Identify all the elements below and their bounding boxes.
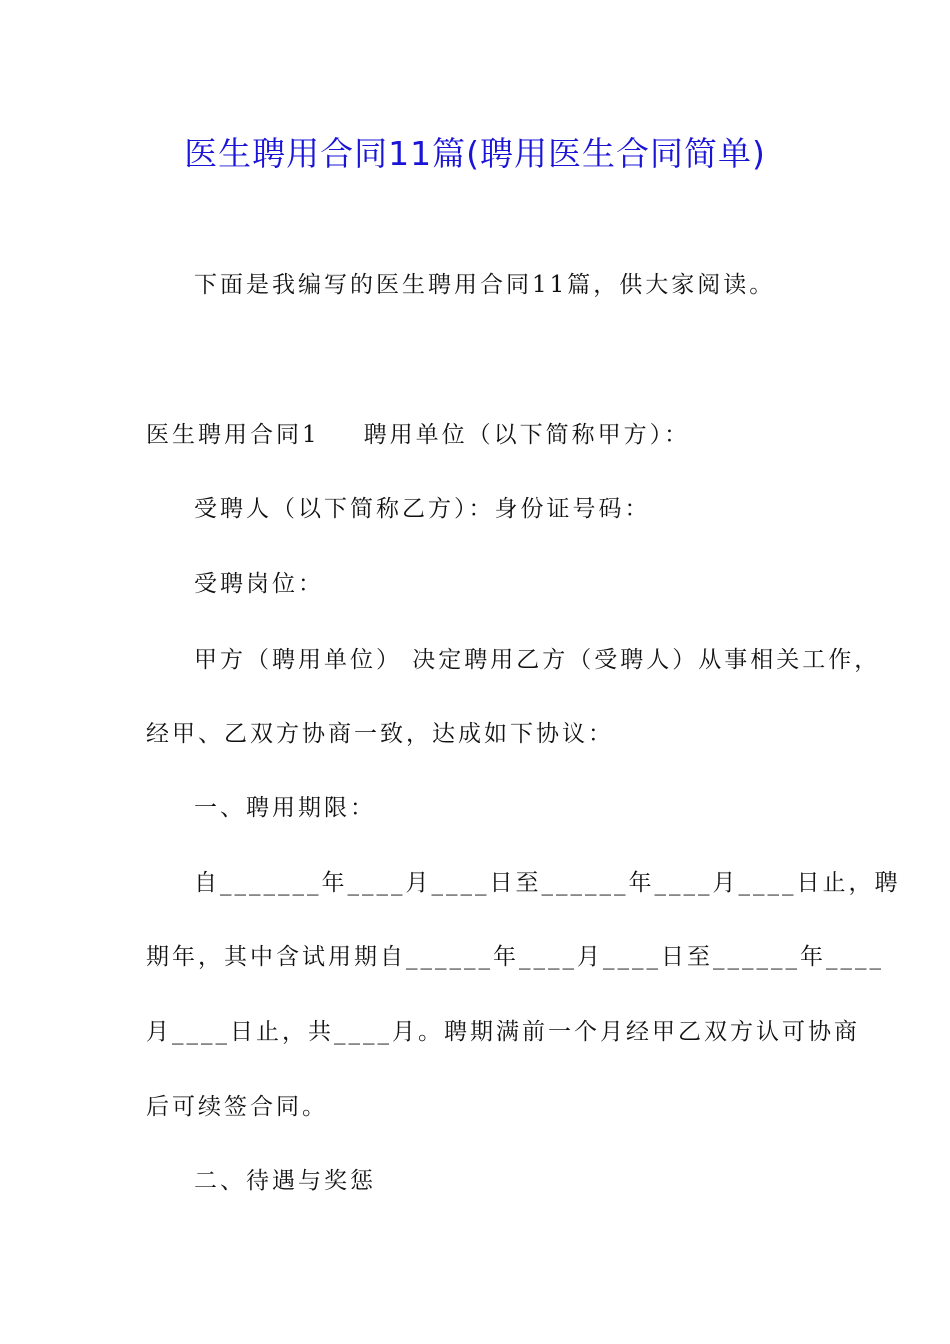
- paragraph-line: 经甲、乙双方协商一致，达成如下协议：: [146, 721, 614, 747]
- document-title: 医生聘用合同11篇(聘用医生合同简单): [184, 134, 766, 173]
- employer-line: 聘用单位（以下简称甲方）：: [363, 422, 691, 448]
- paragraph-line: 甲方（聘用单位） 决定聘用乙方（受聘人）从事相关工作，: [194, 647, 881, 673]
- paragraph-line: 自_______年____月____日至______年____月____日止，聘: [194, 870, 901, 896]
- position-line: 受聘岗位：: [194, 571, 324, 597]
- intro-paragraph: 下面是我编写的医生聘用合同11篇，供大家阅读。: [194, 272, 776, 298]
- contract-header-line: [146, 420, 690, 450]
- clause-heading: 二、待遇与奖惩: [194, 1168, 376, 1194]
- clause-heading: 一、聘用期限：: [194, 795, 376, 821]
- section-heading: 医生聘用合同1: [146, 422, 320, 448]
- paragraph-line: 期年，其中含试用期自______年____月____日至______年____: [146, 944, 884, 970]
- employee-line: 受聘人（以下简称乙方）：身份证号码：: [194, 496, 651, 522]
- paragraph-line: 后可续签合同。: [146, 1094, 328, 1120]
- paragraph-line: 月____日止，共____月。聘期满前一个月经甲乙双方认可协商: [146, 1019, 860, 1045]
